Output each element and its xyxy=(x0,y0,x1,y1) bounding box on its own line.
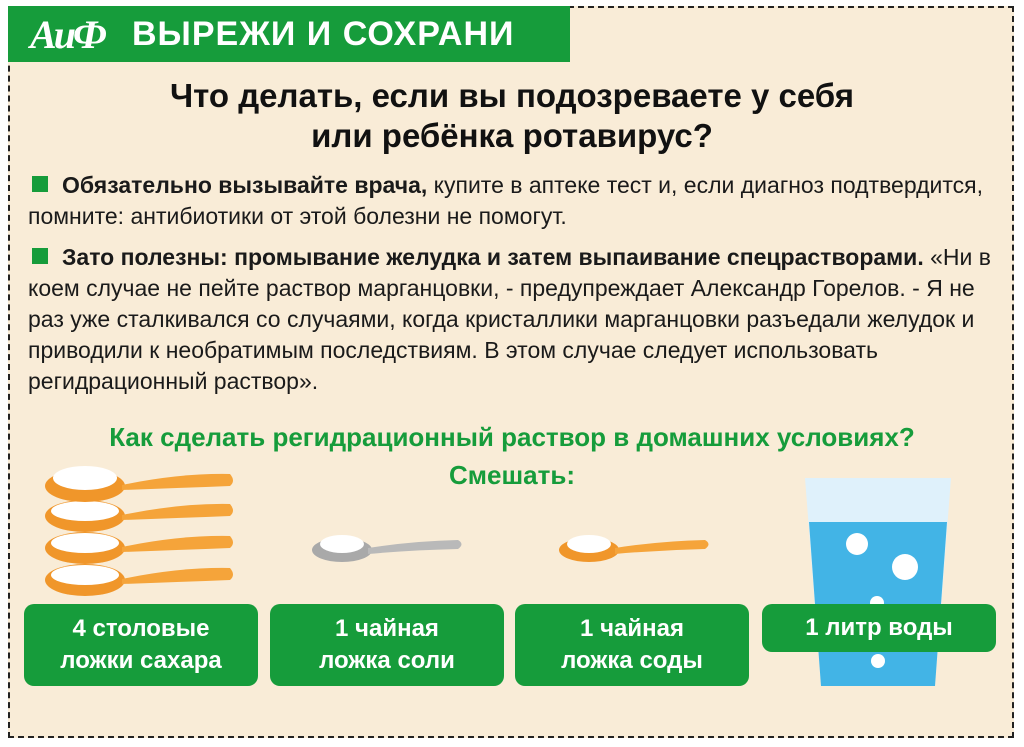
recipe-title: Как сделать регидрационный раствор в домашних условиях? xyxy=(109,422,915,452)
paragraph-call-doctor xyxy=(28,170,998,232)
bullet-square-icon xyxy=(32,248,48,264)
ingredient-line-2: ложки сахара xyxy=(60,647,222,674)
ingredient-sugar xyxy=(24,604,258,686)
ingredient-line-2: ложка соли xyxy=(319,647,455,674)
ingredient-line-1: 4 столовые xyxy=(72,615,210,642)
paragraph-2-text: «Ни в коем случае не пейте раствор марганцовки, - предупреждает Александр Горелов. - Я не раз уже сталкивался со случаями, когда кристаллики марганцовки разъедали желудок и приводили к необратимым последствиям. В этом случае следует использовать регидрационный раствор». xyxy=(28,244,991,394)
ingredient-water xyxy=(762,604,996,652)
tablespoons-sugar-icon xyxy=(40,462,240,602)
page-title xyxy=(30,76,994,156)
title-line-1: Что делать, если вы подозреваете у себя xyxy=(169,77,854,114)
teaspoon-soda-icon xyxy=(555,528,715,568)
paragraph-useful xyxy=(28,242,998,397)
bullet-square-icon xyxy=(32,176,48,192)
aif-logo: АиФ xyxy=(30,11,104,57)
paragraph-2-bold: Зато полезны: промывание желудка и затем выпаивание спецрастворами. xyxy=(62,244,924,270)
glass-of-water-icon xyxy=(805,478,953,688)
header-banner xyxy=(8,6,570,62)
teaspoon-salt-icon xyxy=(308,528,468,568)
title-line-2: или ребёнка ротавирус? xyxy=(311,117,713,154)
paragraph-1-bold: Обязательно вызывайте врача, xyxy=(62,172,428,198)
ingredient-line-1: 1 чайная xyxy=(335,615,439,642)
banner-text: ВЫРЕЖИ И СОХРАНИ xyxy=(132,14,515,53)
ingredient-line-2: ложка соды xyxy=(561,647,703,674)
ingredient-line-1: 1 литр воды xyxy=(805,614,953,641)
ingredient-salt xyxy=(270,604,504,686)
ingredient-soda xyxy=(515,604,749,686)
ingredient-line-1: 1 чайная xyxy=(580,615,684,642)
paragraph-1-text: купите в аптеке тест и, если диагноз подтвердится, помните: антибиотики от этой болезни не помогут. xyxy=(28,172,983,229)
mix-label: Смешать: xyxy=(449,460,575,490)
